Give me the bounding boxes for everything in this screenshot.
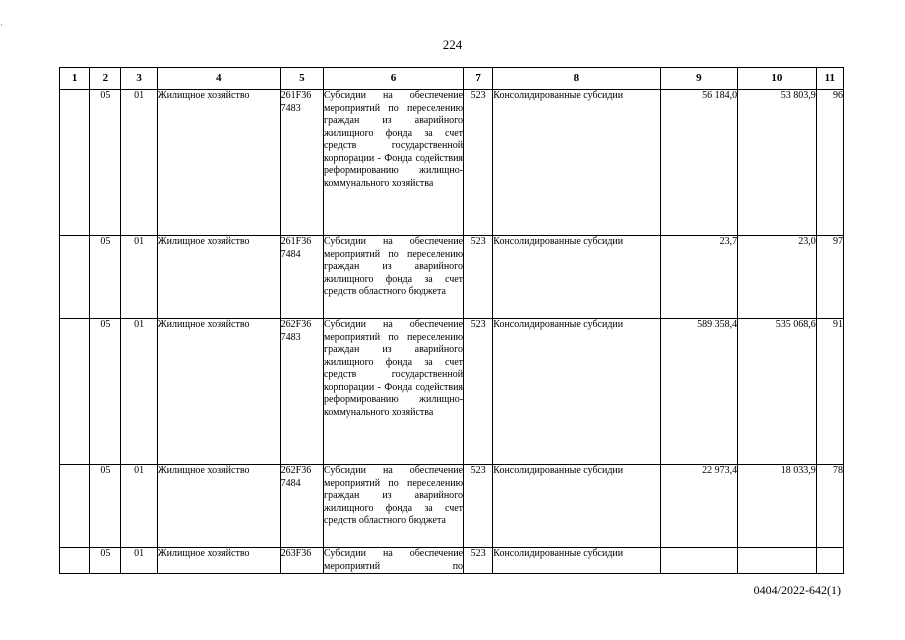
section-code-cell: 05 <box>90 465 121 548</box>
execution-percent-cell: 91 <box>816 319 843 465</box>
planned-amount-cell: 22 973,4 <box>660 465 738 548</box>
execution-percent-cell <box>816 548 843 574</box>
section-code-cell: 05 <box>90 90 121 236</box>
row-number-cell <box>60 90 90 236</box>
header-cell-5: 5 <box>280 68 323 90</box>
table-header-row <box>60 68 844 90</box>
table-row <box>60 236 844 319</box>
header-cell-6: 6 <box>323 68 463 90</box>
expense-type-code-cell: 523 <box>464 465 493 548</box>
margin-mark: · <box>0 20 3 30</box>
executed-amount-cell <box>738 548 817 574</box>
subsection-name-cell: Жилищное хозяйство <box>157 465 280 548</box>
target-item-description-cell: Субсидии на обеспечение мероприятий по переселению граждан из аварийного жилищного фонда за счет средств областного бюджета <box>323 465 463 548</box>
expense-type-name-cell: Консолидированные субсидии <box>493 236 660 319</box>
row-number-cell <box>60 319 90 465</box>
executed-amount-cell: 23,0 <box>738 236 817 319</box>
header-cell-2: 2 <box>90 68 121 90</box>
target-item-code-cell: 261F36 7484 <box>280 236 323 319</box>
header-cell-4: 4 <box>157 68 280 90</box>
table-row <box>60 548 844 574</box>
header-cell-9: 9 <box>660 68 738 90</box>
expense-type-name-cell: Консолидированные субсидии <box>493 548 660 574</box>
row-number-cell <box>60 465 90 548</box>
section-code-cell: 05 <box>90 236 121 319</box>
expense-type-name-cell: Консолидированные субсидии <box>493 319 660 465</box>
execution-percent-cell: 97 <box>816 236 843 319</box>
table-row <box>60 319 844 465</box>
expense-type-name-cell: Консолидированные субсидии <box>493 465 660 548</box>
target-item-code-cell: 262F36 7483 <box>280 319 323 465</box>
subsection-name-cell: Жилищное хозяйство <box>157 90 280 236</box>
expense-type-code-cell: 523 <box>464 236 493 319</box>
section-code-cell: 05 <box>90 319 121 465</box>
subsection-code-cell: 01 <box>121 90 157 236</box>
row-number-cell <box>60 236 90 319</box>
subsection-code-cell: 01 <box>121 236 157 319</box>
header-cell-1: 1 <box>60 68 90 90</box>
target-item-description-cell: Субсидии на обеспечение мероприятий по переселению граждан из аварийного жилищного фонда за счет средств областного бюджета <box>323 236 463 319</box>
header-cell-8: 8 <box>493 68 660 90</box>
target-item-code-cell: 262F36 7484 <box>280 465 323 548</box>
subsection-code-cell: 01 <box>121 465 157 548</box>
header-cell-3: 3 <box>121 68 157 90</box>
executed-amount-cell: 18 033,9 <box>738 465 817 548</box>
executed-amount-cell: 53 803,9 <box>738 90 817 236</box>
subsection-code-cell: 01 <box>121 548 157 574</box>
target-item-description-cell: Субсидии на обеспечение мероприятий по переселению граждан из аварийного жилищного фонда за счет средств государственной корпорации - Фонда содействия реформированию жилищно-коммунального хозяйства <box>323 319 463 465</box>
target-item-description-cell: Субсидии на обеспечение мероприятий по переселению граждан из аварийного жилищного фонда за счет средств государственной корпорации - Фонда содействия реформированию жилищно-коммунального хозяйства <box>323 90 463 236</box>
target-item-code-cell: 261F36 7483 <box>280 90 323 236</box>
planned-amount-cell: 589 358,4 <box>660 319 738 465</box>
header-cell-7: 7 <box>464 68 493 90</box>
target-item-description-cell: Субсидии на обеспечение мероприятий по <box>323 548 464 572</box>
subsection-name-cell: Жилищное хозяйство <box>157 548 280 574</box>
expense-type-code-cell: 523 <box>464 548 493 574</box>
expense-type-code-cell: 523 <box>464 319 493 465</box>
executed-amount-cell: 535 068,6 <box>738 319 817 465</box>
table-row <box>60 90 844 236</box>
table-row <box>60 465 844 548</box>
subsection-name-cell: Жилищное хозяйство <box>157 319 280 465</box>
planned-amount-cell <box>660 548 738 574</box>
planned-amount-cell: 56 184,0 <box>660 90 738 236</box>
row-number-cell <box>60 548 90 574</box>
header-cell-11: 11 <box>816 68 843 90</box>
budget-table <box>59 67 844 574</box>
section-code-cell: 05 <box>90 548 121 574</box>
subsection-name-cell: Жилищное хозяйство <box>157 236 280 319</box>
expense-type-code-cell: 523 <box>464 90 493 236</box>
document-id: 0404/2022-642(1) <box>753 583 841 597</box>
execution-percent-cell: 96 <box>816 90 843 236</box>
planned-amount-cell: 23,7 <box>660 236 738 319</box>
expense-type-name-cell: Консолидированные субсидии <box>493 90 660 236</box>
header-cell-10: 10 <box>738 68 817 90</box>
target-item-code-cell: 263F36 <box>280 548 323 574</box>
subsection-code-cell: 01 <box>121 319 157 465</box>
execution-percent-cell: 78 <box>816 465 843 548</box>
page-number: 224 <box>442 37 463 52</box>
